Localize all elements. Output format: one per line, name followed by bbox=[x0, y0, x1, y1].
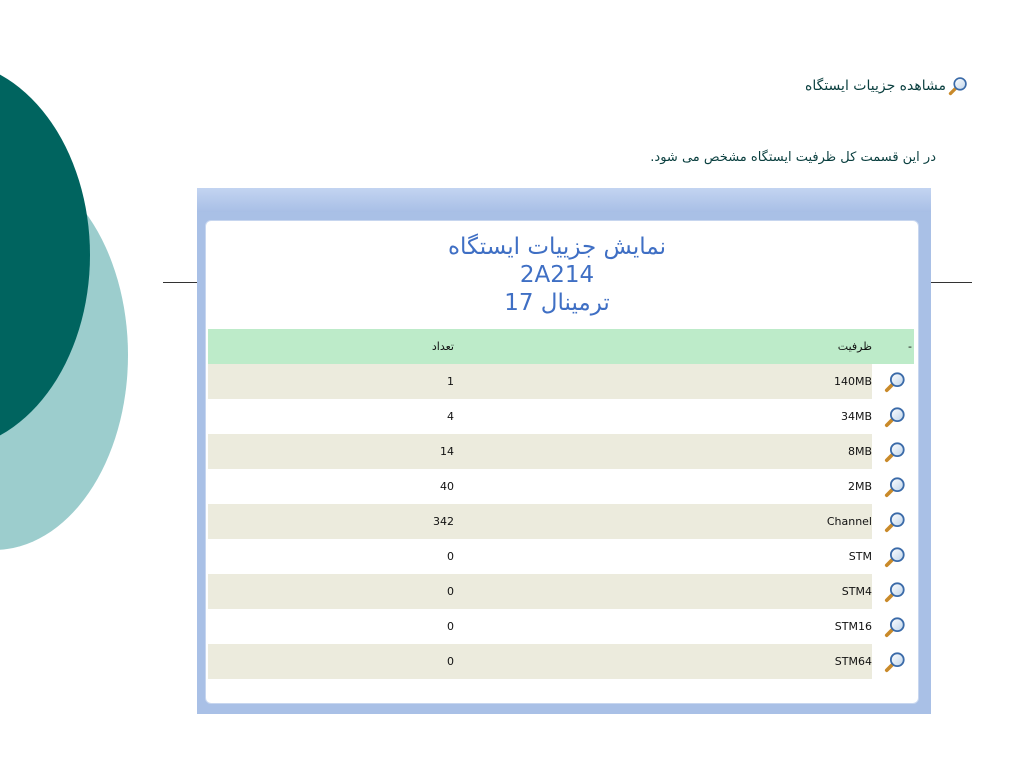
row-action-cell bbox=[872, 364, 914, 399]
slide-heading bbox=[805, 76, 968, 96]
table-row bbox=[208, 364, 914, 399]
capacity-cell: 8MB bbox=[847, 445, 872, 458]
table-row bbox=[208, 399, 914, 434]
row-action-cell bbox=[872, 469, 914, 504]
magnifier-icon[interactable] bbox=[884, 441, 906, 463]
capacity-cell: 34MB bbox=[840, 410, 872, 423]
column-header-action bbox=[872, 329, 914, 364]
table-row bbox=[208, 609, 914, 644]
window-title-bar bbox=[197, 188, 931, 212]
table-header-row bbox=[208, 329, 914, 364]
station-code: 2A214 bbox=[519, 262, 595, 288]
magnifier-icon[interactable] bbox=[884, 476, 906, 498]
magnifier-icon bbox=[948, 76, 968, 96]
count-cell: 0 bbox=[447, 620, 454, 633]
magnifier-icon[interactable] bbox=[884, 371, 906, 393]
capacity-cell: 2MB bbox=[847, 480, 872, 493]
row-action-cell bbox=[872, 434, 914, 469]
magnifier-icon[interactable] bbox=[884, 406, 906, 428]
count-cell: 40 bbox=[440, 480, 454, 493]
row-action-cell bbox=[872, 574, 914, 609]
column-header-capacity: ظرفیت bbox=[837, 340, 872, 353]
table-row bbox=[208, 574, 914, 609]
capacity-cell: STM4 bbox=[841, 585, 872, 598]
count-cell: 0 bbox=[447, 550, 454, 563]
row-action-cell bbox=[872, 644, 914, 679]
terminal-label: ترمینال 17 bbox=[504, 290, 610, 316]
capacity-cell: Channel bbox=[826, 515, 872, 528]
count-cell: 4 bbox=[447, 410, 454, 423]
table-row bbox=[208, 504, 914, 539]
table-row bbox=[208, 469, 914, 504]
capacity-cell: STM64 bbox=[834, 655, 872, 668]
row-action-cell bbox=[872, 539, 914, 574]
divider-line-right bbox=[928, 282, 972, 283]
count-cell: 1 bbox=[447, 375, 454, 388]
slide-description: در این قسمت کل ظرفیت ایستگاه مشخص می شود. bbox=[650, 150, 936, 165]
header-dash: - bbox=[908, 340, 912, 353]
capacity-cell: STM16 bbox=[834, 620, 872, 633]
count-cell: 0 bbox=[447, 655, 454, 668]
page-title: نمایش جزییات ایستگاه bbox=[448, 234, 666, 260]
capacity-cell: 140MB bbox=[833, 375, 872, 388]
table-row bbox=[208, 539, 914, 574]
magnifier-icon[interactable] bbox=[884, 511, 906, 533]
row-action-cell bbox=[872, 609, 914, 644]
magnifier-icon[interactable] bbox=[884, 546, 906, 568]
slide-heading-text: مشاهده جزییات ایستگاه bbox=[805, 78, 946, 94]
count-cell: 14 bbox=[440, 445, 454, 458]
row-action-cell bbox=[872, 504, 914, 539]
table-row bbox=[208, 644, 914, 679]
capacity-table bbox=[208, 329, 914, 679]
count-cell: 342 bbox=[433, 515, 454, 528]
magnifier-icon[interactable] bbox=[884, 616, 906, 638]
magnifier-icon[interactable] bbox=[884, 581, 906, 603]
row-action-cell bbox=[872, 399, 914, 434]
magnifier-icon[interactable] bbox=[884, 651, 906, 673]
count-cell: 0 bbox=[447, 585, 454, 598]
station-details-window bbox=[197, 188, 931, 714]
table-row bbox=[208, 434, 914, 469]
capacity-cell: STM bbox=[848, 550, 872, 563]
station-details-content bbox=[205, 220, 919, 704]
column-header-count: تعداد bbox=[431, 340, 454, 353]
